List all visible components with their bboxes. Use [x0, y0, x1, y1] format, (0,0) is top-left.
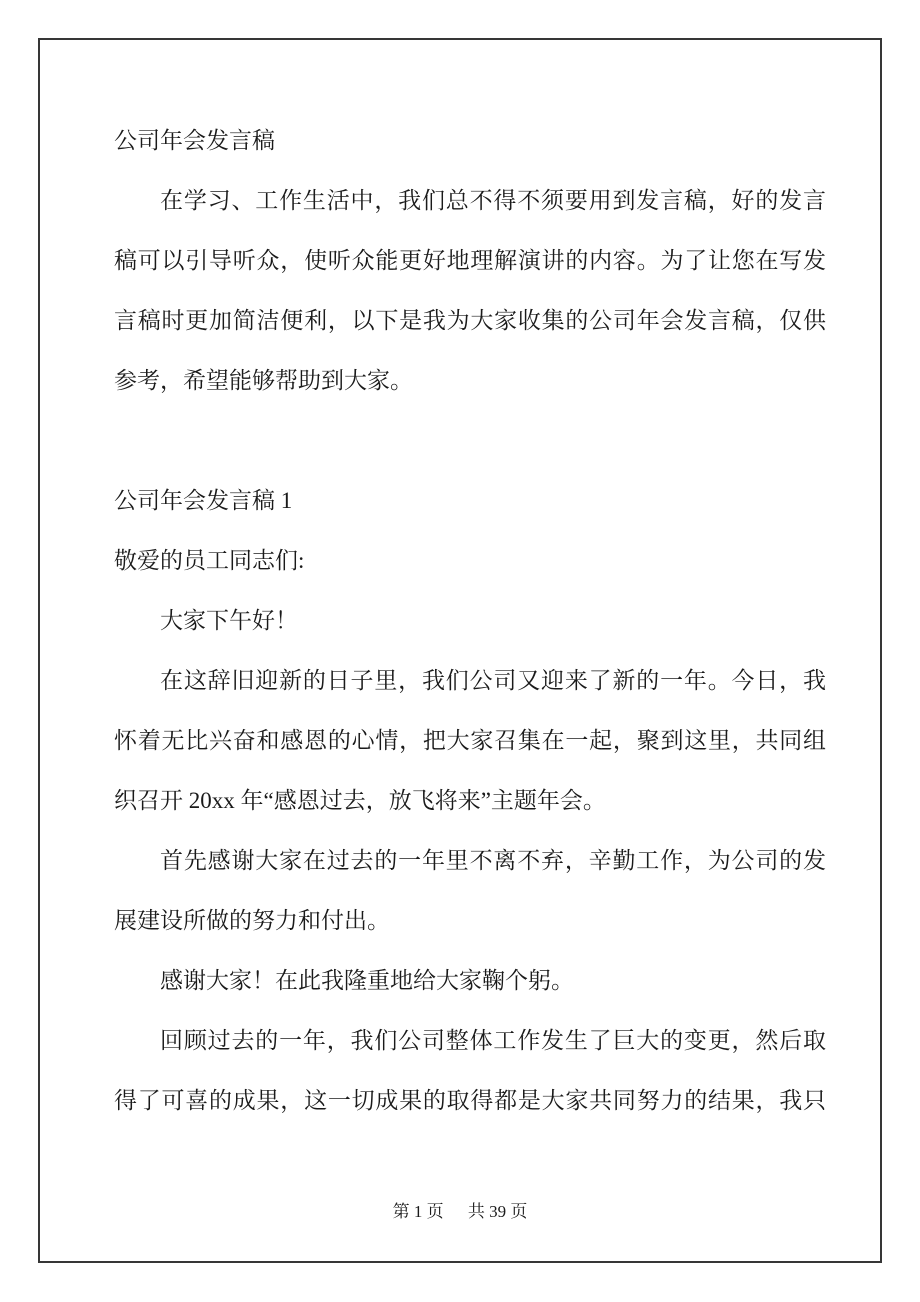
- text-line: 怀着无比兴奋和感恩的心情，把大家召集在一起，聚到这里，共同组: [114, 728, 826, 753]
- intro-line: 稿可以引导听众，使听众能更好地理解演讲的内容。为了让您在写发: [114, 248, 826, 273]
- text-line: 首先感谢大家在过去的一年里不离不弃，辛勤工作，为公司的发: [160, 848, 826, 873]
- text-line: 展建设所做的努力和付出。: [114, 908, 390, 933]
- text-line: 感谢大家！在此我隆重地给大家鞠个躬。: [160, 968, 574, 993]
- blank-line: [114, 411, 826, 471]
- document-title: 公司年会发言稿: [114, 128, 275, 153]
- greeting-line: 大家下午好！: [160, 608, 298, 633]
- salutation-line: 敬爱的员工同志们:: [114, 548, 305, 573]
- document-body: [114, 111, 826, 1131]
- text-line: 回顾过去的一年，我们公司整体工作发生了巨大的变更，然后取: [160, 1028, 826, 1053]
- text-line: 织召开 20xx 年“感恩过去，放飞将来”主题年会。: [114, 788, 606, 813]
- page-number: 第 1 页: [392, 1202, 444, 1221]
- intro-line: 言稿时更加简洁便利，以下是我为大家收集的公司年会发言稿，仅供: [114, 308, 826, 333]
- intro-line: 参考，希望能够帮助到大家。: [114, 368, 413, 393]
- intro-line: 在学习、工作生活中，我们总不得不须要用到发言稿，好的发言: [160, 188, 826, 213]
- section-heading: 公司年会发言稿 1: [114, 488, 293, 513]
- total-pages: 共 39 页: [467, 1202, 528, 1221]
- text-line: 得了可喜的成果，这一切成果的取得都是大家共同努力的结果，我只: [114, 1088, 826, 1113]
- page-footer: [0, 1200, 920, 1224]
- text-line: 在这辞旧迎新的日子里，我们公司又迎来了新的一年。今日，我: [160, 668, 826, 693]
